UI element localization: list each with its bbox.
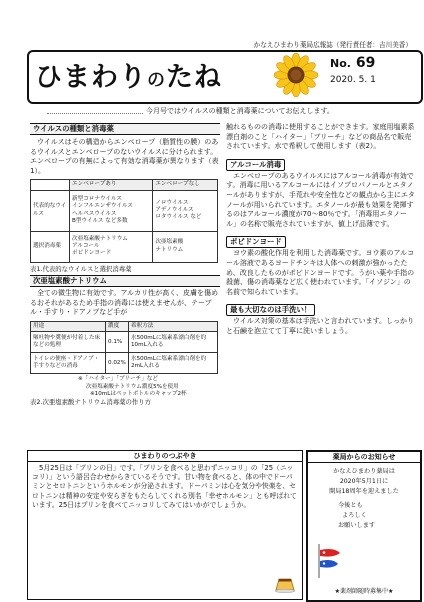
notice-box xyxy=(306,450,422,602)
heading-povidone-iodine: ポビドンヨード xyxy=(226,236,286,248)
newsletter-title xyxy=(35,55,222,94)
notice-heading: 薬局からのお知らせ xyxy=(308,452,420,463)
table1-head-enveloped: エンベロープあり xyxy=(70,180,153,190)
table1-head-nonenveloped: エンベロープなし xyxy=(153,180,218,190)
paragraph-handwashing: ウイルス対策の基本は手洗いと言われています。しっかりと石鹸を泡立てて丁寧に洗いましょう。 xyxy=(226,317,415,335)
notice-line-5: よろしく xyxy=(342,512,367,519)
left-column xyxy=(30,123,220,406)
notice-line-6: お願いします xyxy=(338,522,376,529)
pudding-icon xyxy=(274,575,296,593)
heading-handwashing: 最も大切なのは手洗い！ xyxy=(226,304,315,316)
carp-streamer-icon xyxy=(316,544,342,578)
table2-head-use: 用途 xyxy=(31,321,106,331)
issue-number: No. 69 xyxy=(330,55,376,71)
paragraph-hypochlorite: 全ての微生物に有効です。アルカリ性が高く、皮膚を傷めるおそれがあるため手指の消毒には使えませんが、テーブル・手すり・ドアノブなど手が xyxy=(30,289,219,317)
table1-row-virus-label: 代表的なウイルス xyxy=(31,190,70,231)
tsubuyaki-heading: ひまわりのつぶやき xyxy=(28,451,302,462)
table2-note-3: ※10mLはペットボトルのキャップ2杯 xyxy=(90,390,187,397)
table1-row-disinfectant-label: 選択消毒薬 xyxy=(31,231,70,262)
table-virus-disinfectant xyxy=(30,179,218,262)
paragraph-alcohol: エンベロープのあるウイルスにはアルコール消毒が有効です。消毒に用いるアルコールにはイソプロパノールとエタノールがありますが、手荒れや安全性などの観点から主にエタノールが用いられています。エタノールが最も効果を発揮するのはアルコール濃度が70〜80％です。「消毒用エタノール」の名称で販売されていますが、値上げ品薄です。 xyxy=(226,171,415,228)
notice-line-4: 今後とも xyxy=(338,502,363,509)
title-particle: の xyxy=(147,70,166,91)
heading-alcohol: アルコール消毒 xyxy=(226,159,285,171)
heading-virus-types: ウイルスの種類と消毒薬 xyxy=(30,123,220,135)
table2-row2-concentration: 0.02% xyxy=(106,353,129,374)
table2-caption: 表2.次亜塩素酸ナトリウム消毒薬の作り方 xyxy=(30,397,152,406)
table2-head-concentration: 濃度 xyxy=(106,321,129,331)
table1-cell-enveloped-disinfectants: 次亜塩素酸ナトリウム アルコール ポビドンヨード xyxy=(70,231,153,262)
table1-cell-enveloped-viruses: 新型コロナウイルス インフルエンザウイルス ヘルペスウイルス B型ウイルス など多数 xyxy=(70,190,153,231)
notice-line-1: かなえひまわり薬局は xyxy=(333,468,395,475)
sunflower-icon xyxy=(267,51,325,99)
title-tail: たね xyxy=(166,62,222,93)
paragraph-bleach: 触れるものの消毒に使用することができます。家庭用塩素系漂白剤のこと「ハイター」「ブリーチ」などの商品名で販売されています。水で希釈して使用します（表2）。 xyxy=(226,123,415,151)
table2-row2-method: 水500mLに塩素系漂白剤を約2mL入れる xyxy=(129,353,218,374)
table2-row1-method: 水500mLに塩素系漂白剤を約10mL入れる xyxy=(129,332,218,353)
issue-date: 2020. 5. 1 xyxy=(330,75,376,85)
tsubuyaki-text: 5月25日は「プリンの日」です。「プリンを食べると思わずニッコリ」の「25（ニッコリ）」という語呂合わせからきているそうです。甘い物を食べると、体の中でドーパミンとセロトニンというホルモンが分泌されます。ドーパミンは心を気分や快楽を、セロトニンは精神の安定や安らぎをもたらしてくれる別名「幸せホルモン」とも呼ばれています。25日はプリンを食べてニッコリしてみてはいかがでしょうか。 xyxy=(32,464,297,509)
table1-cell-nonenveloped-disinfectants: 次亜塩素酸 ナトリウム xyxy=(153,231,218,262)
notice-line-3: 開局18周年を迎えました xyxy=(329,488,399,495)
table1-cell-nonenveloped-viruses: ノロウイルス アデノウイルス ロタウイルス など xyxy=(153,190,218,231)
heading-sodium-hypochlorite: 次亜塩素酸ナトリウム xyxy=(30,275,220,287)
tsubuyaki-box xyxy=(27,450,303,600)
table-dilution xyxy=(30,321,218,374)
paragraph-envelope: ウイルスはその構造からエンベロープ（脂質性の膜）のあるウイルスとエンベロープのないウイルスに分けられます。エンベロープの有無によって有効な消毒薬が異なります（表1）。 xyxy=(30,138,219,175)
table2-row2-use: トイレの便座・ドアノブ・手すりなどの消毒 xyxy=(31,353,106,374)
table1-caption: 表1.代表的なウイルスと選択消毒薬 xyxy=(30,264,132,273)
table2-row1-concentration: 0.1% xyxy=(106,332,129,353)
table2-note-1: ※「ハイター」「ブリーチ」など xyxy=(78,376,158,383)
notice-footer: ★薬剤師随時募集中★ xyxy=(334,588,394,595)
title-main: ひまわり xyxy=(35,62,147,93)
paragraph-povidone-iodine: ヨウ素の酸化作用を利用した消毒薬です。ヨウ素のアルコール溶液であるヨードチンキは人体への刺激が強かったため、改良したものがポビドンヨードです。うがい薬や手指の殺菌、傷の消毒薬など広く使われています。「イソジン」の名前で知られています。 xyxy=(226,249,415,296)
table2-head-method: 希釈方法 xyxy=(129,321,218,331)
notice-line-2: 2020年5月1日に xyxy=(339,478,389,485)
right-column xyxy=(226,123,416,337)
publisher-line: かなえひまわり薬局広報誌（発行責任者：吉川美香） xyxy=(253,41,412,49)
intro-text: 今月号ではウイルスの種類と消毒薬についてお伝えします。 xyxy=(143,106,389,116)
table2-note-2: 次亜塩素酸ナトリウム濃度5%を使用 xyxy=(86,383,179,390)
issue-block xyxy=(330,55,414,95)
table2-row1-use: 嘔吐物や糞便が付着した床などの処理 xyxy=(31,332,106,353)
